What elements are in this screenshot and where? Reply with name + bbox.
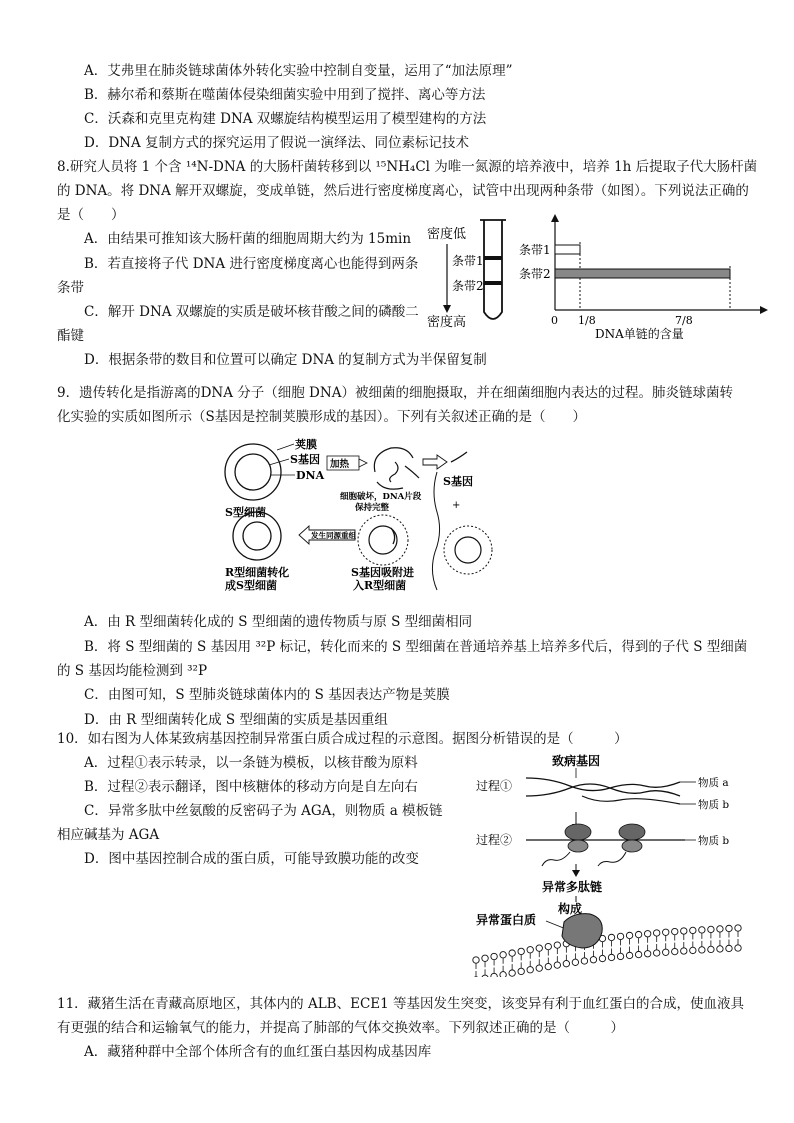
s-gene-fragment-label: S基因 (443, 475, 473, 488)
s-cell-capsule (225, 444, 281, 500)
r-cell-icon (444, 526, 492, 574)
q8-stem-line2: 的 DNA。将 DNA 解开双螺旋，变成单链，然后进行密度梯度离心，试管中出现两种条带（如图）。下列说法正确的 (57, 183, 749, 199)
recombination-label: 发生同源重组 (311, 531, 356, 540)
q8-option-a: A．由结果可推知该大肠杆菌的细胞周期大约为 15min (84, 231, 412, 247)
heat-label: 加热 (330, 459, 350, 470)
cell-broken-label2: 保持完整 (355, 503, 390, 513)
q9-option-a: A．由 R 型细菌转化成的 S 型细菌的遗传物质与原 S 型细菌相同 (84, 614, 473, 630)
substance-b2-label: 物质 b (698, 835, 730, 847)
q8-option-c-line2: 酯键 (57, 328, 84, 344)
q8-option-c-line1: C．解开 DNA 双螺旋的实质是破坏核苷酸之间的磷酸二 (84, 304, 419, 320)
q9-option-c: C．由图可知，S 型肺炎链球菌体内的 S 基因表达产物是荚膜 (84, 687, 450, 703)
q11-stem-line1: 11．藏猪生活在青藏高原地区，其体内的 ALB、ECE1 等基因发生突变，该变异有利于血红蛋白的合成，使血液具 (57, 996, 745, 1012)
chart-band2-label: 条带2 (519, 267, 551, 281)
q7-option-d: D．DNA 复制方式的探究运用了假说一演绎法、同位素标记技术 (84, 135, 469, 151)
chart-band1-label: 条带1 (519, 243, 551, 257)
q7-option-b: B．赫尔希和蔡斯在噬菌体侵染细菌实验中用到了搅拌、离心等方法 (84, 87, 486, 103)
q9-option-b-line2: 的 S 基因均能检测到 ³²P (57, 663, 208, 679)
cell-broken-label1: 细胞破坏，DNA片段 (340, 492, 422, 502)
q10-option-d: D．图中基因控制合成的蛋白质，可能导致膜功能的改变 (84, 851, 419, 867)
dna-strand-a (526, 778, 680, 791)
broken-cell-icon (374, 448, 419, 489)
q9-option-d: D．由 R 型细菌转化成 S 型细菌的实质是基因重组 (84, 712, 388, 728)
q7-option-a: A．艾弗里在肺炎链球菌体外转化实验中控制自变量，运用了“加法原理” (84, 63, 513, 79)
band-bar-2 (555, 269, 730, 278)
q9-stem-line1: 9．遗传转化是指游离的DNA 分子（细胞 DNA）被细菌的细胞摄取，并在细菌细胞内表达的过程。肺炎链球菌转 (57, 385, 733, 401)
q9-option-b-line1: B．将 S 型细菌的 S 基因用 ³²P 标记，转化而来的 S 型细菌在普通培养基上培养多代后，得到的子代 S 型细菌 (84, 639, 748, 655)
q10-option-c-line1: C．异常多肽中丝氨酸的反密码子为 AGA，则物质 a 模板链 (84, 803, 443, 819)
r-cell-with-s-gene-icon (358, 515, 408, 565)
density-low-label: 密度低 (427, 227, 467, 242)
tube-band2-label: 条带2 (452, 279, 484, 293)
substance-a-label: 物质 a (698, 777, 729, 789)
transform-label2: 成S型细菌 (225, 579, 277, 592)
band-bar-1 (555, 245, 580, 254)
s-gene-label: S基因 (290, 453, 320, 466)
ribosome-left (565, 824, 591, 840)
q8-option-b-line2: 条带 (57, 280, 84, 296)
tube-band1-label: 条带1 (452, 254, 484, 268)
x-tick-0: 0 (551, 314, 558, 327)
q9-stem-line2: 化实验的实质如图所示（S基因是控制荚膜形成的基因）。下列有关叙述正确的是（ ） (57, 409, 586, 425)
q10-option-c-line2: 相应碱基为 AGA (57, 827, 160, 843)
x-tick-7-8: 7/8 (675, 314, 693, 327)
abnormal-protein-icon (562, 914, 602, 948)
density-high-label: 密度高 (427, 315, 467, 330)
q11-stem-line2: 有更强的结合和运输氧气的能力，并提高了肺部的气体交换效率。下列叙述正确的是（ ） (57, 1020, 624, 1036)
abnormal-peptide-label: 异常多肽链 (542, 880, 603, 894)
q8-stem-line3: 是（ ） (57, 207, 125, 223)
s-cell-label: S型细菌 (225, 506, 266, 519)
x-axis-label: DNA单链的含量 (595, 327, 684, 340)
form-label: 构成 (558, 902, 583, 916)
attach-label1: S基因吸附进 (351, 566, 414, 579)
transformed-s-cell-icon (233, 512, 281, 560)
q8-option-d: D．根据条带的数目和位置可以确定 DNA 的复制方式为半保留复制 (84, 352, 487, 368)
s-cell-membrane (235, 454, 271, 490)
attach-label2: 入R型细菌 (353, 579, 407, 592)
process1-label: 过程① (476, 779, 513, 793)
q10-stem: 10．如右图为人体某致病基因控制异常蛋白质合成过程的示意图。据图分析错误的是（ ） (57, 731, 628, 747)
process2-label: 过程② (476, 833, 513, 847)
q7-option-c: C．沃森和克里克构建 DNA 双螺旋结构模型运用了模型建构的方法 (84, 111, 487, 127)
substance-b-label: 物质 b (698, 799, 730, 811)
q11-option-a: A．藏猪种群中全部个体所含有的血红蛋白基因构成基因库 (84, 1044, 432, 1060)
disease-gene-label: 致病基因 (552, 754, 601, 768)
q9-figure (215, 432, 515, 597)
test-tube (484, 220, 502, 319)
tube-band2 (484, 281, 502, 285)
x-tick-1-8: 1/8 (578, 314, 596, 327)
cell-membrane-icon (473, 925, 741, 977)
q8-stem-line1: 8.研究人员将 1 个含 ¹⁴N-DNA 的大肠杆菌转移到以 ¹⁵NH₄Cl 为唯一氮源的培养液中，培养 1h 后提取子代大肠杆菌 (57, 159, 758, 175)
s-gene-fragment-icon (451, 452, 467, 462)
capsule-label: 荚膜 (295, 438, 317, 451)
q10-figure (470, 752, 745, 977)
q10-option-a: A．过程①表示转录，以一条链为模板，以核苷酸为原料 (84, 755, 418, 771)
q8-option-b-line1: B．若直接将子代 DNA 进行密度梯度离心也能得到两条 (84, 256, 419, 272)
q8-figure (420, 212, 770, 340)
dna-label: DNA (296, 469, 325, 482)
plus-sign: + (452, 500, 461, 511)
q10-option-b: B．过程②表示翻译，图中核糖体的移动方向是自左向右 (84, 779, 418, 795)
abnormal-protein-label: 异常蛋白质 (476, 913, 537, 927)
tube-band1 (484, 256, 502, 260)
ribosome-right (619, 824, 645, 840)
transform-label1: R型细菌转化 (225, 566, 290, 579)
